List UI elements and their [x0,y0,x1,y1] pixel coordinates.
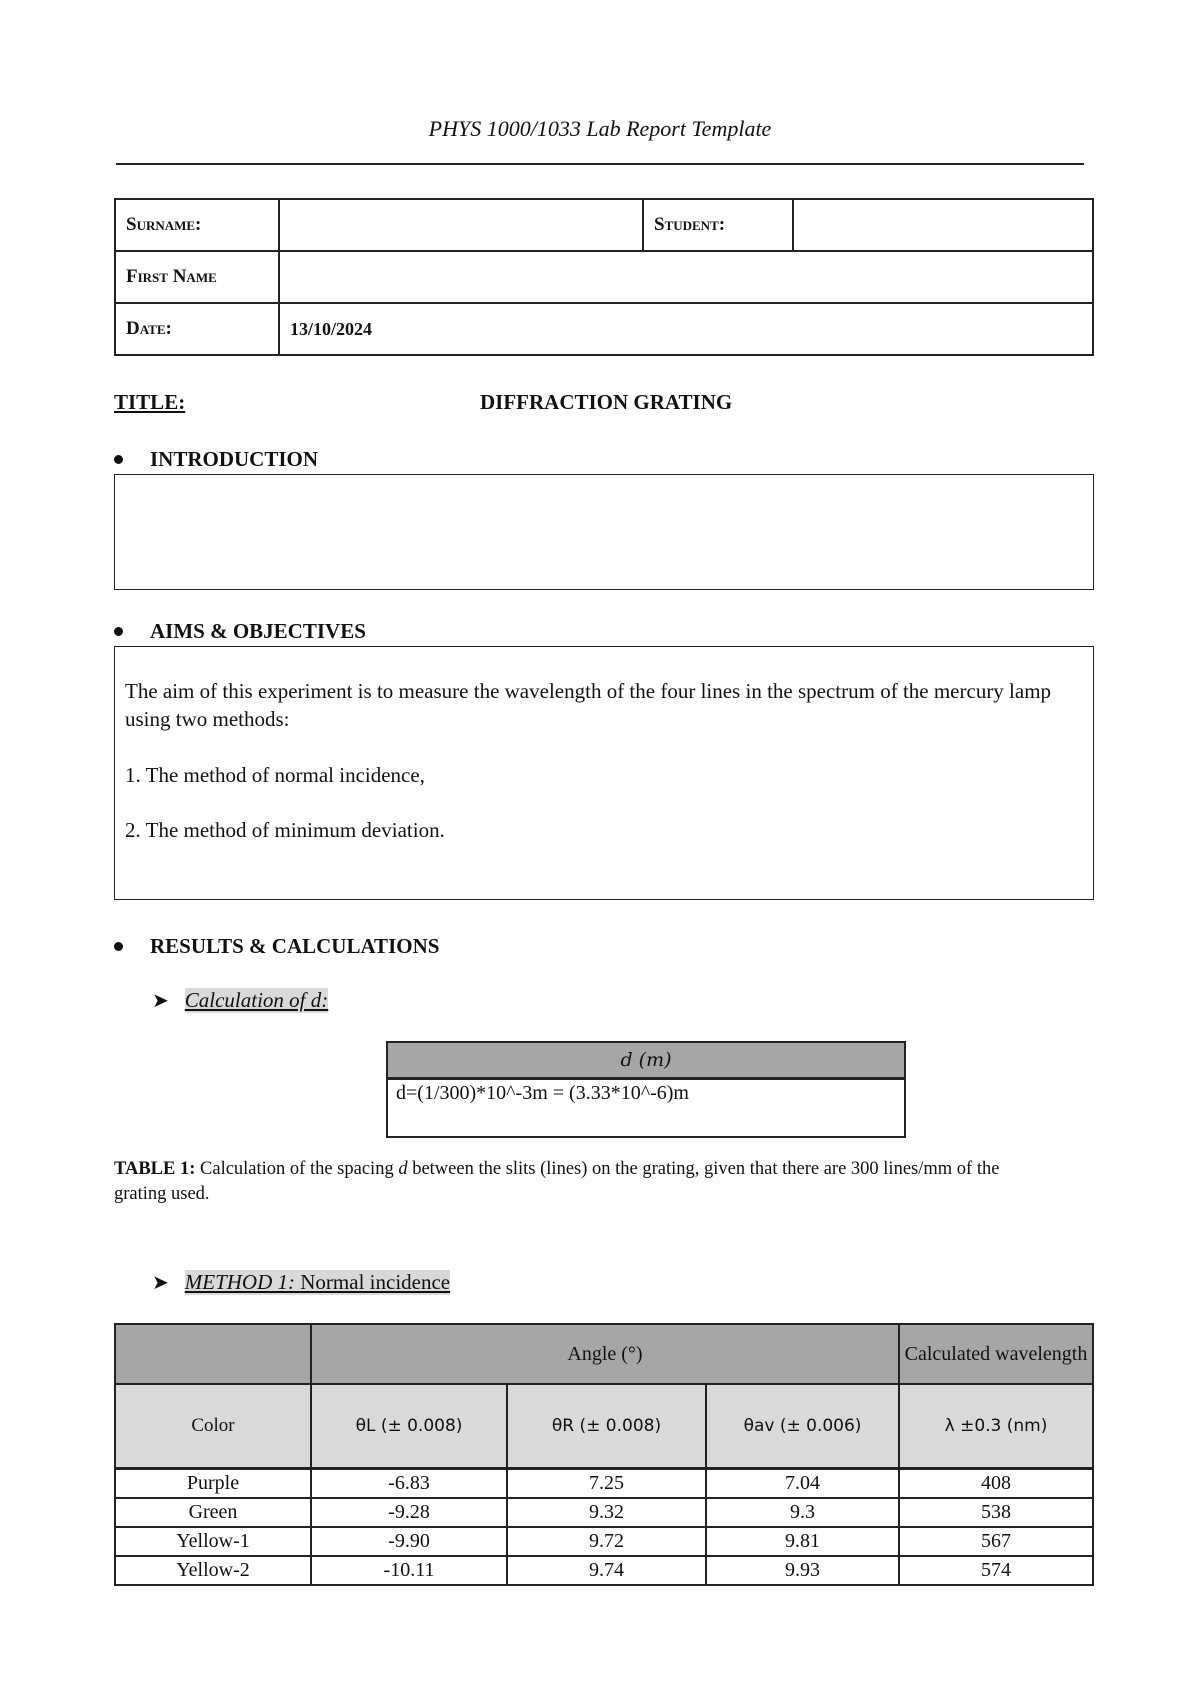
arrow-bullet-icon: ➤ [152,990,169,1012]
caption-label: TABLE 1: [114,1159,196,1179]
date-field[interactable]: 13/10/2024 [279,303,1093,355]
cell-theta-r[interactable]: 9.74 [507,1556,706,1585]
student-info-table [114,198,1094,356]
cell-color[interactable]: Green [115,1498,311,1527]
student-label: Student: [643,199,793,251]
col-theta-av: θav (± 0.006) [706,1384,899,1469]
section-introduction [114,447,318,472]
method-1-label: METHOD 1: [184,1270,296,1294]
col-theta-r: θR (± 0.008) [507,1384,706,1469]
col-lambda: λ ±0.3 (nm) [899,1384,1093,1469]
arrow-bullet-icon: ➤ [152,1272,169,1294]
date-label: Date: [115,303,279,355]
cell-theta-av[interactable]: 9.81 [706,1527,899,1556]
method-1-heading [185,1270,450,1295]
caption-text-b: between the slits (lines) on the grating, given that there are 300 lines/mm of the grating used. [114,1159,1000,1204]
first-name-label: First Name [115,251,279,303]
aims-box[interactable] [114,646,1094,900]
subsection-method-1 [152,1270,450,1295]
aims-paragraph: The aim of this experiment is to measure the wavelength of the four lines in the spectrum of the mercury lamp using two methods: [125,679,1052,731]
cell-theta-l[interactable]: -9.28 [311,1498,507,1527]
page-header-title: PHYS 1000/1033 Lab Report Template [428,116,772,141]
cell-lambda[interactable]: 567 [899,1527,1093,1556]
report-title: DIFFRACTION GRATING [480,390,733,414]
cell-color[interactable]: Yellow-2 [115,1556,311,1585]
cell-theta-l[interactable]: -10.11 [311,1556,507,1585]
section-heading: RESULTS & CALCULATIONS [150,934,440,958]
cell-lambda[interactable]: 538 [899,1498,1093,1527]
d-table-header: d (m) [387,1042,905,1079]
first-name-field[interactable] [279,251,1093,303]
cell-theta-l[interactable]: -6.83 [311,1469,507,1499]
section-aims [114,619,366,644]
cell-theta-av[interactable]: 9.3 [706,1498,899,1527]
d-table [386,1041,906,1138]
cell-theta-av[interactable]: 7.04 [706,1469,899,1499]
subsection-calc-d [152,988,328,1013]
cell-theta-r[interactable]: 7.25 [507,1469,706,1499]
table-row [115,1556,1093,1585]
col-color: Color [115,1384,311,1469]
cell-color[interactable]: Purple [115,1469,311,1499]
angle-header: Angle (°) [311,1324,899,1384]
cell-theta-l[interactable]: -9.90 [311,1527,507,1556]
aims-item-2: 2. The method of minimum deviation. [125,818,445,842]
section-heading: INTRODUCTION [150,447,319,471]
bullet-icon [114,455,123,464]
section-heading: AIMS & OBJECTIVES [150,619,366,643]
wavelength-header: Calculated wavelength [899,1324,1093,1384]
bullet-icon [114,942,123,951]
surname-row [115,199,1093,251]
cell-theta-r[interactable]: 9.72 [507,1527,706,1556]
header-divider [116,163,1084,165]
cell-theta-r[interactable]: 9.32 [507,1498,706,1527]
cell-lambda[interactable]: 574 [899,1556,1093,1585]
table-row [115,1498,1093,1527]
bullet-icon [114,627,123,636]
title-label: TITLE: [114,390,186,414]
surname-field[interactable] [279,199,643,251]
table-row [115,1527,1093,1556]
table-1-caption [114,1157,1014,1207]
empty-header-cell [115,1324,311,1384]
date-row [115,303,1093,355]
method-1-name: Normal incidence [295,1270,451,1294]
surname-label: Surname: [115,199,279,251]
caption-symbol: d [398,1159,408,1179]
calc-d-heading: Calculation of d: [184,988,329,1012]
table-row [115,1469,1093,1499]
cell-color[interactable]: Yellow-1 [115,1527,311,1556]
section-results [114,934,439,959]
cell-lambda[interactable]: 408 [899,1469,1093,1499]
d-formula-cell[interactable]: d=(1/300)*10^-3m = (3.33*10^-6)m [387,1079,905,1138]
caption-text-a: Calculation of the spacing [195,1159,399,1179]
aims-item-1: 1. The method of normal incidence, [125,763,425,787]
introduction-box[interactable] [114,474,1094,590]
student-field[interactable] [793,199,1093,251]
col-theta-l: θL (± 0.008) [311,1384,507,1469]
first-name-row [115,251,1093,303]
method-1-table [114,1323,1094,1586]
cell-theta-av[interactable]: 9.93 [706,1556,899,1585]
